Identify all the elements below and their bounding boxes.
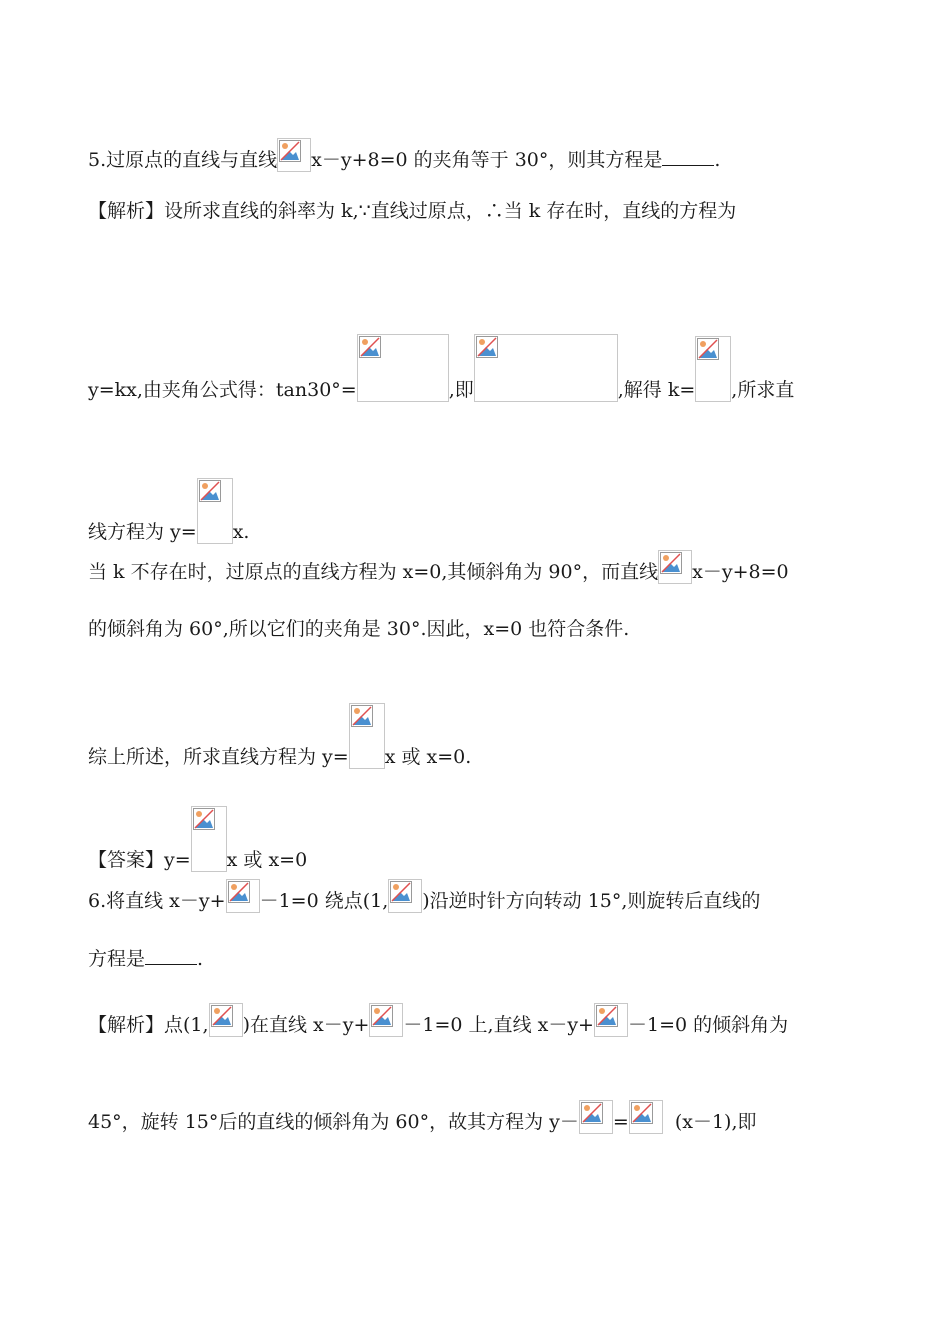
analysis-text: x－y+8=0	[692, 561, 789, 583]
analysis-line	[88, 550, 789, 584]
question-text: 方程是	[88, 948, 146, 970]
analysis-text: (x－1),即	[674, 1111, 757, 1133]
broken-image-icon	[579, 1100, 613, 1134]
answer-text: y=	[164, 849, 191, 871]
analysis-text: ,所求直	[731, 379, 795, 401]
question-number: 5.	[88, 149, 107, 171]
broken-image-icon	[191, 806, 227, 872]
analysis-text: =	[612, 1111, 629, 1133]
broken-image-icon	[369, 1003, 403, 1037]
analysis-text: －1=0 的倾斜角为	[627, 1014, 789, 1036]
analysis-line	[88, 1003, 788, 1037]
analysis-text: ,即	[448, 379, 474, 401]
analysis-text: 综上所述，所求直线方程为 y=	[88, 746, 349, 768]
question-text: )沿逆时针方向转动 15°,则旋转后直线的	[422, 890, 761, 912]
analysis-line	[88, 334, 794, 402]
question-5	[88, 138, 720, 172]
question-6	[88, 879, 760, 913]
analysis-line	[88, 617, 629, 641]
broken-image-icon	[349, 703, 385, 769]
broken-image-icon	[357, 334, 449, 402]
question-text: 将直线 x－y+	[106, 890, 226, 912]
answer-text: x 或 x=0	[226, 849, 308, 871]
broken-image-icon	[277, 138, 311, 172]
question-text: 过原点的直线与直线	[106, 149, 278, 171]
broken-image-icon	[209, 1003, 243, 1037]
broken-image-icon	[197, 478, 233, 544]
broken-image-icon	[226, 879, 260, 913]
analysis-text: )在直线 x－y+	[242, 1014, 370, 1036]
answer-line	[88, 806, 307, 872]
broken-image-icon	[695, 336, 731, 402]
analysis-text: 的倾斜角为 60°,所以它们的夹角是 30°.因此，x=0 也符合条件.	[88, 618, 630, 640]
analysis-text: x 或 x=0.	[384, 746, 472, 768]
answer-tag: 【答案】	[88, 849, 165, 871]
analysis-text: 线方程为 y=	[88, 521, 197, 543]
broken-image-icon	[594, 1003, 628, 1037]
analysis-text: －1=0 上,直线 x－y+	[403, 1014, 594, 1036]
broken-image-icon	[629, 1100, 663, 1134]
analysis-text: 45°，旋转 15°后的直线的倾斜角为 60°，故其方程为 y－	[88, 1111, 579, 1133]
analysis-tag: 【解析】	[88, 200, 165, 222]
analysis-text: ,解得 k=	[617, 379, 696, 401]
answer-blank	[662, 147, 714, 166]
analysis-line	[88, 478, 249, 544]
analysis-line	[88, 1100, 756, 1134]
analysis-line	[88, 199, 862, 223]
analysis-text: 设所求直线的斜率为 k,∵直线过原点，∴当 k 存在时，直线的方程为	[164, 200, 737, 222]
question-number: 6.	[88, 890, 107, 912]
analysis-tag: 【解析】	[88, 1014, 165, 1036]
analysis-line	[88, 703, 471, 769]
question-6-continued	[88, 946, 203, 971]
broken-image-icon	[474, 334, 618, 402]
question-text: .	[714, 149, 721, 171]
analysis-text: x.	[232, 521, 250, 543]
broken-image-icon	[388, 879, 422, 913]
analysis-text: y=kx,由夹角公式得：tan30°=	[88, 379, 357, 401]
question-text: －1=0 绕点(1,	[259, 890, 389, 912]
analysis-text: 点(1,	[164, 1014, 209, 1036]
question-text: .	[197, 948, 204, 970]
question-text: x－y+8=0 的夹角等于 30°，则其方程是	[311, 149, 663, 171]
broken-image-icon	[658, 550, 692, 584]
analysis-text: 当 k 不存在时，过原点的直线方程为 x=0,其倾斜角为 90°，而直线	[88, 561, 659, 583]
answer-blank	[145, 946, 197, 965]
